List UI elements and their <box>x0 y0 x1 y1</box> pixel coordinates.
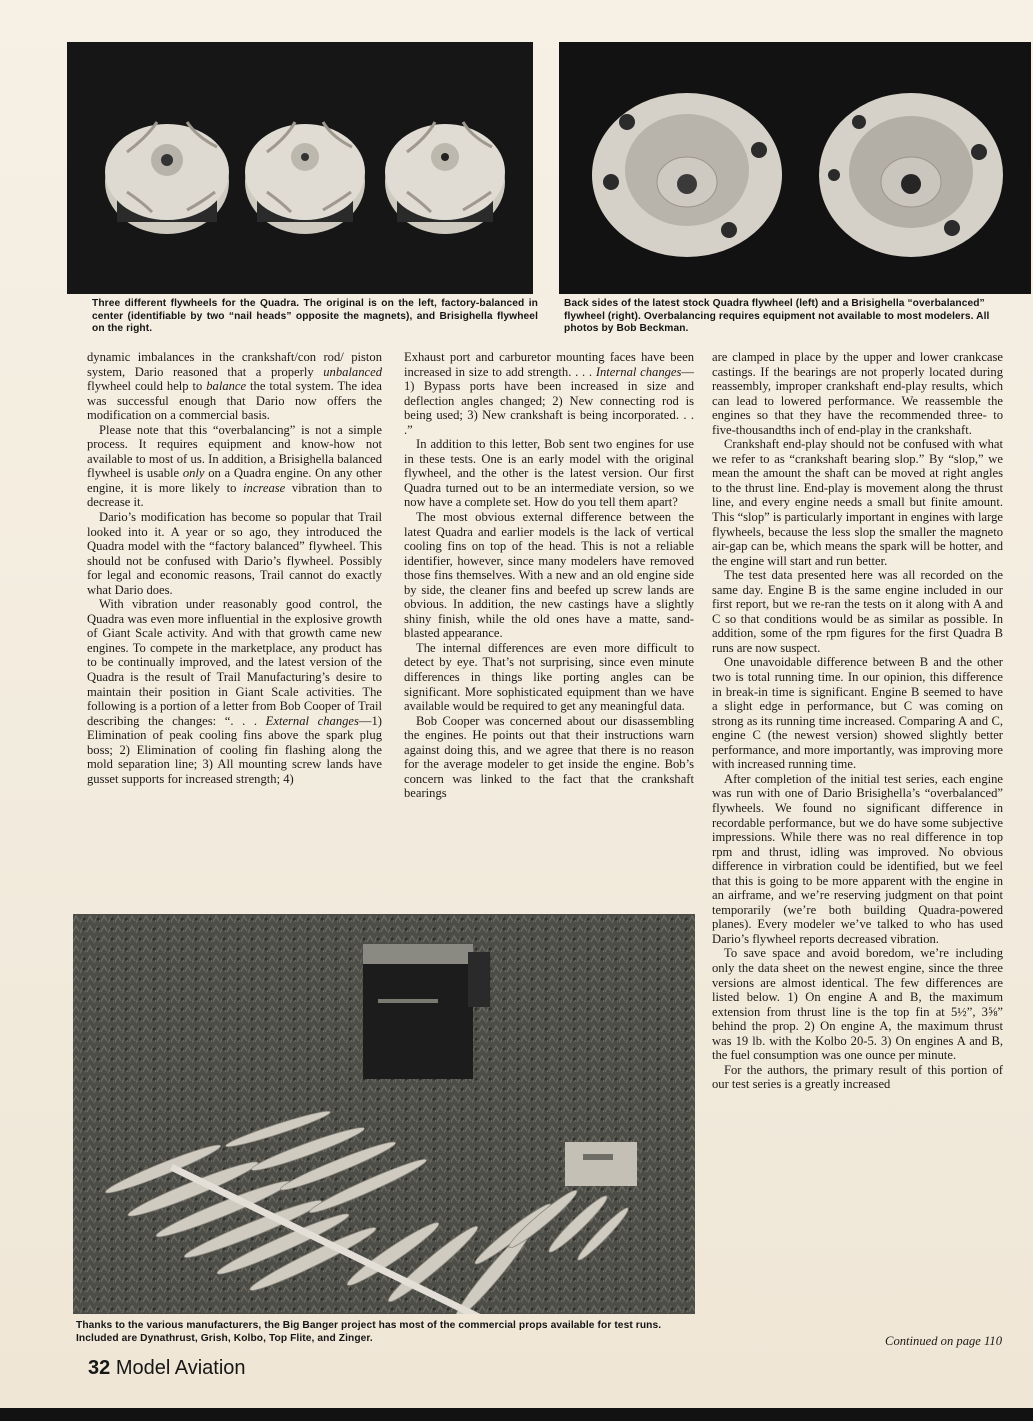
article-paragraph: The test data presented here was all recorded on the same day. Engine B is the same engine included in our first report, but we re-ran the tests on it along with A and C so that conditions would be as similar as possible. In addition, some of the rpm figures for the first Quadra B runs are now suspect. <box>712 568 1003 655</box>
article-column-2 <box>404 350 694 801</box>
article-paragraph: The most obvious external difference between the latest Quadra and earlier models is the lack of vertical cooling fins on top of the head. This is not a reliable identifier, however, since many modelers have removed those fins themselves. With a new and an old engine side by side, the cleaner fins and beefed up screw lands are obvious. In addition, the new castings have a slightly shiny finish, while the old ones have a matte, sand-blasted appearance. <box>404 510 694 641</box>
caption-props: Thanks to the various manufacturers, the Big Banger project has most of the commercial props available for test runs. Included are Dynathrust, Grish, Kolbo, Top Flite, and Zinger. <box>76 1320 662 1344</box>
flywheel-factory-balanced <box>245 122 365 234</box>
photo-flywheel-backs <box>559 42 1031 294</box>
article-paragraph: dynamic imbalances in the crankshaft/con rod/ piston system, Dario reasoned that a properly unbalanced flywheel could help to balance the total system. The idea was successful enough that Dario now offers the modification on a commercial basis. <box>87 350 382 423</box>
caption-flywheel-backs: Back sides of the latest stock Quadra flywheel (left) and a Brisighella “overbalanced” flywheel (right). Overbalancing requires equipment not available to most modelers. All photos by Bob Beckman. <box>564 298 990 335</box>
continued-on-page[interactable]: Continued on page 110 <box>885 1334 1002 1348</box>
article-paragraph: The internal differences are even more difficult to detect by eye. That’s not surprising, since even minute differences in things like porting angles can be significant. More sophisticated equipment than we have available would be required to get any meaningful data. <box>404 640 694 714</box>
article-paragraph: Bob Cooper was concerned about our disassembling the engines. He points out that their instructions warn against doing this, and we agree that there is no reason for the average modeler to get inside the engine. Bob’s concern was linked to the fact that the crankshaft bearings <box>404 713 694 801</box>
flywheels-front-image <box>67 42 533 294</box>
flywheel-original <box>105 122 229 234</box>
publication-name: Model Aviation <box>115 1357 246 1379</box>
article-paragraph: One unavoidable difference between B and the other two is total running time. In our opinion, this difference in break-in time is significant. Engine B seemed to have a slight edge in performance, but C was coming on strong as its running time increased. Comparing A and C, engine C (the newest version) showed slightly better performance, and more importantly, was improving more with increased running time. <box>712 655 1003 772</box>
starter-battery-box <box>565 1142 637 1186</box>
flywheel-stock-back <box>592 93 782 257</box>
article-paragraph: After completion of the initial test series, each engine was run with one of Dario Brisighella’s “overbalanced” flywheels. We found no significant difference in recordable performance, but we do have some subjective impressions. While there was no real difference in top rpm and thrust, idling was improved. No obvious difference in virbration could be identified, but we feel that this is going to be more apparent with the engine in an airframe, and we’re reserving judgment on that point temporarily (we’re both building Quadra-powered planes). Every modeler we’ve talked to who has used Dario’s flywheel reports decreased vibration. <box>712 771 1003 946</box>
field-box <box>363 944 490 1079</box>
page-footer <box>88 1357 246 1380</box>
scan-edge <box>0 1408 1033 1421</box>
article-paragraph: For the authors, the primary result of this portion of our test series is a greatly increased <box>712 1062 1003 1092</box>
photo-props-on-grass <box>73 914 695 1314</box>
article-paragraph: Exhaust port and carburetor mounting faces have been increased in size to add strength. . . . Internal changes—1) Bypass ports have been increased in size and deflection angles changed; 2) New connecting rod is being used; 3) New crankshaft is being incorporated. . . .” <box>404 350 694 437</box>
flywheels-back-image <box>559 42 1031 294</box>
article-paragraph: Please note that this “overbalancing” is not a simple process. It requires equipment and know-how not available to most of us. In addition, a Brisighella balanced flywheel is usable only on a Quadra engine. On any other engine, it is more likely to increase vibration than to decrease it. <box>87 422 382 510</box>
article-paragraph: With vibration under reasonably good control, the Quadra was even more influential in the explosive growth of Giant Scale activity. And with that growth came new engines. To compete in the marketplace, any product has to be continually improved, and the latest version of the Quadra is the result of Trail Manufacturing’s desire to maintain their position in Giant Scale activities. The following is a portion of a letter from Bob Cooper of Trail describing the changes: “. . . External changes—1) Elimination of peak cooling fins above the spark plug boss; 2) Elimination of cooling fin flashing along the mold separation line; 3) All mounting screw lands have gusset supports for increased strength; 4) <box>87 597 382 786</box>
photo-three-flywheels <box>67 42 533 294</box>
flywheel-brisighella <box>385 122 505 234</box>
article-paragraph: are clamped in place by the upper and lower crankcase castings. If the bearings are not properly located during reassembly, improper crankshaft end-play results, which can lead to lowered performance. We reassemble the engines so that they have the recommended three- to five-thousandths inch of end-play in the crankshaft. <box>712 350 1003 437</box>
article-column-1 <box>87 350 382 786</box>
article-column-3 <box>712 350 1003 1092</box>
article-paragraph: To save space and avoid boredom, we’re including only the data sheet on the newest engine, since the three versions are almost identical. The few differences are listed below. 1) On engine A and B, the maximum extension from thrust line is the top fin at 5½”, 3⅝” behind the prop. 2) On engine A, the maximum thrust was 19 lb. with the Kolbo 20-5. 3) On engines A and B, the fuel consumption was one ounce per minute. <box>712 946 1003 1063</box>
article-paragraph: Dario’s modification has become so popular that Trail looked into it. A year or so ago, they introduced the Quadra model with the “factory balanced” flywheel. This should not be confused with Dario’s flywheel. Possibly for legal and economic reasons, Trail cannot do exactly what Dario does. <box>87 510 382 597</box>
page-number: 32 <box>88 1357 111 1379</box>
article-paragraph: Crankshaft end-play should not be confused with what we refer to as “crankshaft bearing slop.” By “slop,” we mean the amount the shaft can be moved at right angles to the thrust line. End-play is movement along the thrust line, and every engine needs a small but finite amount. This “slop” is particularly important in engines with large flywheels, because the less slop the smaller the magneto air-gap can be, which means the spark will be hotter, and the engine will start and run better. <box>712 437 1003 568</box>
article-paragraph: In addition to this letter, Bob sent two engines for use in these tests. One is an early model with the original flywheel, and the other is the latest version. Our first Quadra turned out to be an intermediate version, so we now have a complete set. How do you tell them apart? <box>404 437 694 510</box>
flywheel-overbalanced-back <box>819 93 1003 257</box>
caption-three-flywheels: Three different flywheels for the Quadra. The original is on the left, factory-balanced in center (identifiable by two “nail heads” opposite the magnets), and Brisighella flywheel on the right. <box>92 298 538 335</box>
props-on-grass-image <box>73 914 695 1314</box>
